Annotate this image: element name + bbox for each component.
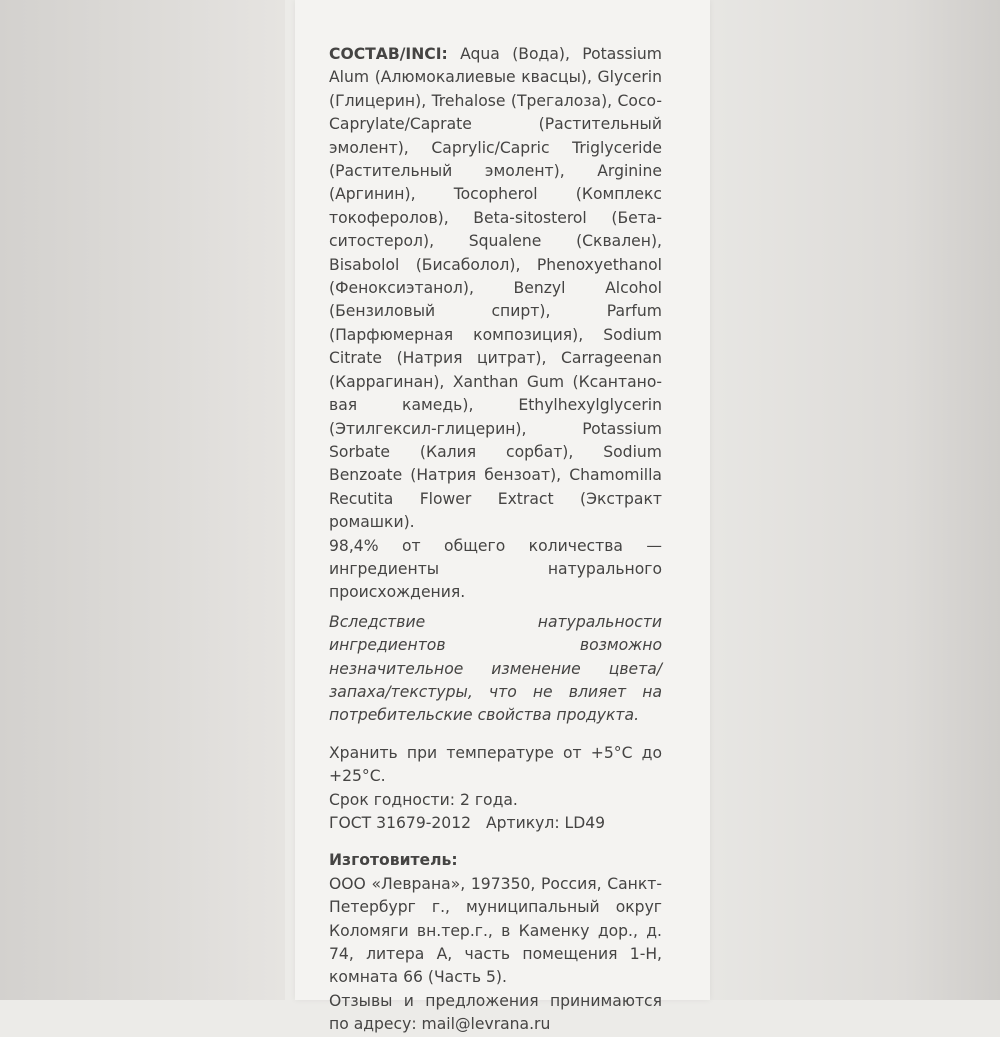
manufacturer-heading: Изготовитель: (329, 851, 458, 870)
shelf-life: Срок годности: 2 года. (329, 790, 518, 809)
manufacturer-address: ООО «Леврана», 197350, Россия, Санкт-Петербург г., муниципальный округ Коломяги вн.тер.г., в Каменку дор., д. 74, литера А, часть помещения 1-Н, комната 66 (Часть 5). (329, 874, 662, 987)
storage-temperature: Хранить при температуре от +5°C до +25°C. (329, 743, 662, 786)
composition-heading: СОСТАВ/INCI: (329, 45, 448, 63)
feedback-note: Отзывы и предложения принимаются по адресу: mail@levrana.ru (329, 991, 662, 1034)
ingredients-list: Aqua (Вода), Potassium Alum (Алюмокалиевые квасцы), Glycerin (Глицерин), Trehalose (Трегалоза), Coco-Caprylate/Caprate (Растительный эмолент), Caprylic/Capric Triglyceride (Растительный эмолент), Arginine (Аргинин), Tocopherol (Комплекс токоферолов), Beta-sitosterol (Бета-ситостерол), Squalene (Сквален), Bisabolol (Бисаболол), Phenoxyethanol (Феноксиэтанол), Benzyl Alcohol (Бензиловый спирт), Parfum (Парфюмерная композиция), Sodium Citrate (Натрия цитрат), Carrageenan (Каррагинан), Xanthan Gum (Ксантано-вая камедь), Ethylhexylglycerin (Этилгексил-глицерин), Potassium Sorbate (Калия сорбат), Sodium Benzoate (Натрия бензоат), Chamomilla Recutita Flower Extract (Экстракт ромашки). (329, 45, 662, 532)
label-text (329, 43, 662, 1037)
natural-percent: 98,4% от общего количества — ингредиенты натурального происхождения. (329, 536, 662, 602)
ingredients-paragraph (329, 43, 662, 535)
background-right (680, 0, 1000, 1000)
natural-note: Вследствие натуральности ингредиентов возможно незначительное изменение цвета/запаха/текстуры, что не влияет на потребительские свойства продукта. (329, 612, 662, 725)
gost-article: ГОСТ 31679-2012 Артикул: LD49 (329, 814, 606, 832)
background-left (0, 0, 285, 1000)
